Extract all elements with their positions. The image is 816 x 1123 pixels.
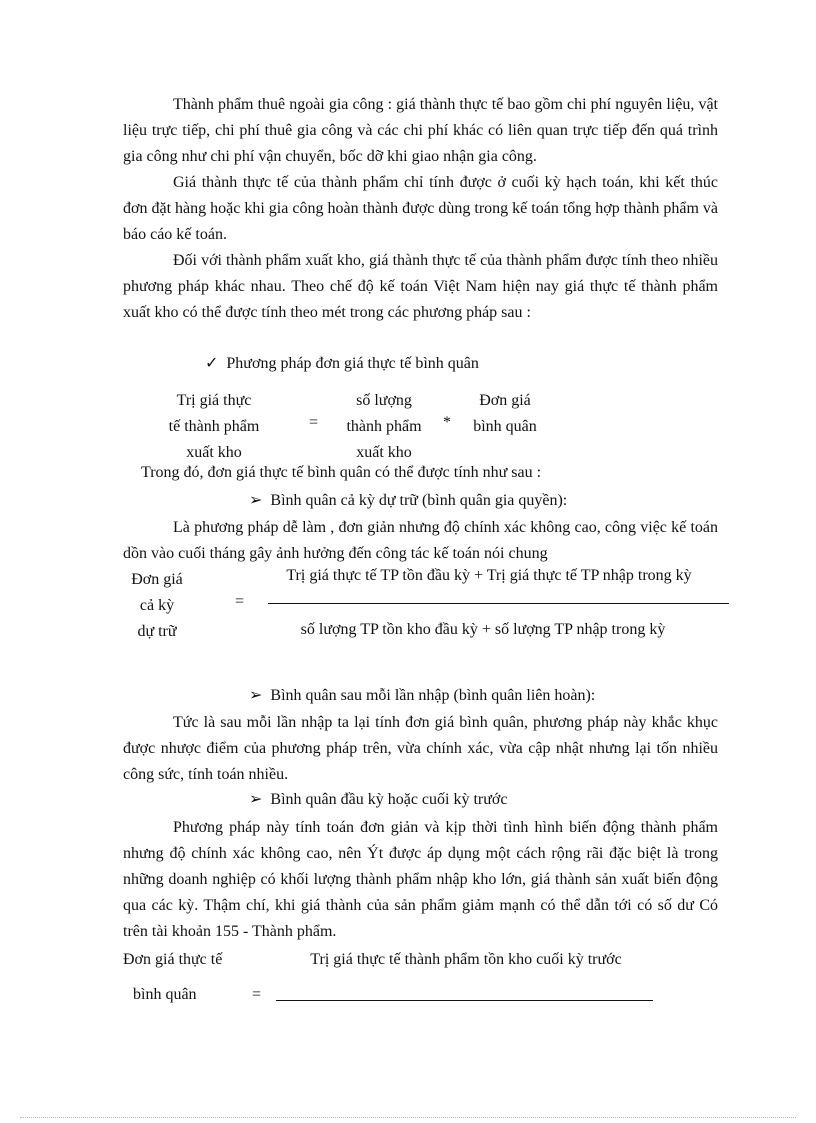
bullet-1 [205, 353, 479, 373]
arrow-icon: ➢ [249, 492, 263, 509]
formula1-right: Đơn giá bình quân [473, 392, 537, 435]
bullet-3-label: Bình quân sau mỗi lần nhập (bình quân liên hoàn): [270, 687, 596, 704]
formula2-numerator: Trị giá thực tế TP tồn đầu kỳ + Trị giá thực tế TP nhập trong kỳ [286, 567, 692, 584]
formula2-fraction-bar [268, 603, 729, 604]
paragraph-6: Phương pháp này tính toán đơn giản và kịp thời tình hình biến động thành phẩm nhưng độ chính xác không cao, nên Ýt được áp dụng một cách rộng rãi đặc biệt là trong những doanh nghiệp có khối lượng thành phẩm nhập kho lớn, giá thành sản xuất biến động qua các kỳ. Thậm chí, khi giá thành của sản phẩm giảm mạnh có thể dẫn tới có số dư Có trên tài khoản 155 - Thành phẩm. [123, 819, 718, 940]
formula1-middle: số lượng thành phẩm xuất kho [346, 392, 422, 461]
page-bottom-border [20, 1117, 796, 1118]
arrow-icon: ➢ [249, 687, 263, 704]
bullet-1-label: Phương pháp đơn giá thực tế bình quân [226, 355, 479, 372]
paragraph-2: Giá thành thực tế của thành phẩm chỉ tính được ở cuối kỳ hạch toán, khi kết thúc đơn đặt hàng hoặc khi gia công hoàn thành được dùng trong kế toán tổng hợp thành phẩm và báo cáo kế toán. [123, 174, 718, 243]
bullet-2-label: Bình quân cả kỳ dự trữ (bình quân gia quyền): [270, 492, 568, 509]
formula1-left: Trị giá thực tế thành phẩm xuất kho [168, 392, 260, 461]
formula2-denominator: số lượng TP tồn kho đầu kỳ + số lượng TP nhập trong kỳ [300, 621, 666, 638]
trong-do-line: Trong đó, đơn giá thực tế bình quân có thể được tính như sau : [141, 464, 542, 481]
paragraph-3: Đối với thành phẩm xuất kho, giá thành thực tế của thành phẩm được tính theo nhiều phương pháp khác nhau. Theo chế độ kế toán Việt Nam hiện nay giá thực tế thành phẩm xuất kho có thể được tính theo mét trong các phương pháp sau : [123, 252, 718, 321]
bullet-3 [249, 685, 595, 705]
check-icon: ✓ [205, 355, 219, 372]
formula1-equals: = [309, 414, 319, 431]
formula3-left-line1: Đơn giá thực tế [123, 951, 223, 968]
formula2-equals: = [235, 593, 245, 610]
arrow-icon: ➢ [249, 791, 263, 808]
formula3-fraction-bar [276, 1000, 653, 1001]
bullet-2 [249, 490, 567, 510]
bullet-4 [249, 789, 507, 809]
bullet-4-label: Bình quân đầu kỳ hoặc cuối kỳ trước [270, 791, 508, 808]
formula2-left: Đơn giá cả kỳ dự trữ [131, 571, 183, 640]
paragraph-1: Thành phẩm thuê ngoài gia công : giá thành thực tế bao gồm chi phí nguyên liệu, vật liệu trực tiếp, chi phí thuê gia công và các chi phí khác có liên quan trực tiếp đến quá trình gia công như chi phí vận chuyển, bốc dỡ khi giao nhận gia công. [123, 96, 718, 165]
formula3-numerator: Trị giá thực tế thành phẩm tồn kho cuối kỳ trước [310, 951, 622, 968]
formula3-left-line2: bình quân [133, 986, 197, 1003]
formula1-multiply: * [443, 414, 451, 431]
formula3-equals: = [252, 986, 262, 1003]
paragraph-4: Là phương pháp dễ làm , đơn giản nhưng độ chính xác không cao, công việc kế toán dồn vào cuối tháng gây ảnh hưởng đến công tác kế toán nói chung [123, 519, 718, 562]
paragraph-5: Tức là sau mỗi lần nhập ta lại tính đơn giá bình quân, phương pháp này khắc khục được nhược điểm của phương pháp trên, vừa chính xác, vừa cập nhật nhưng lại tốn nhiều công sức, tính toán nhiều. [123, 714, 718, 783]
